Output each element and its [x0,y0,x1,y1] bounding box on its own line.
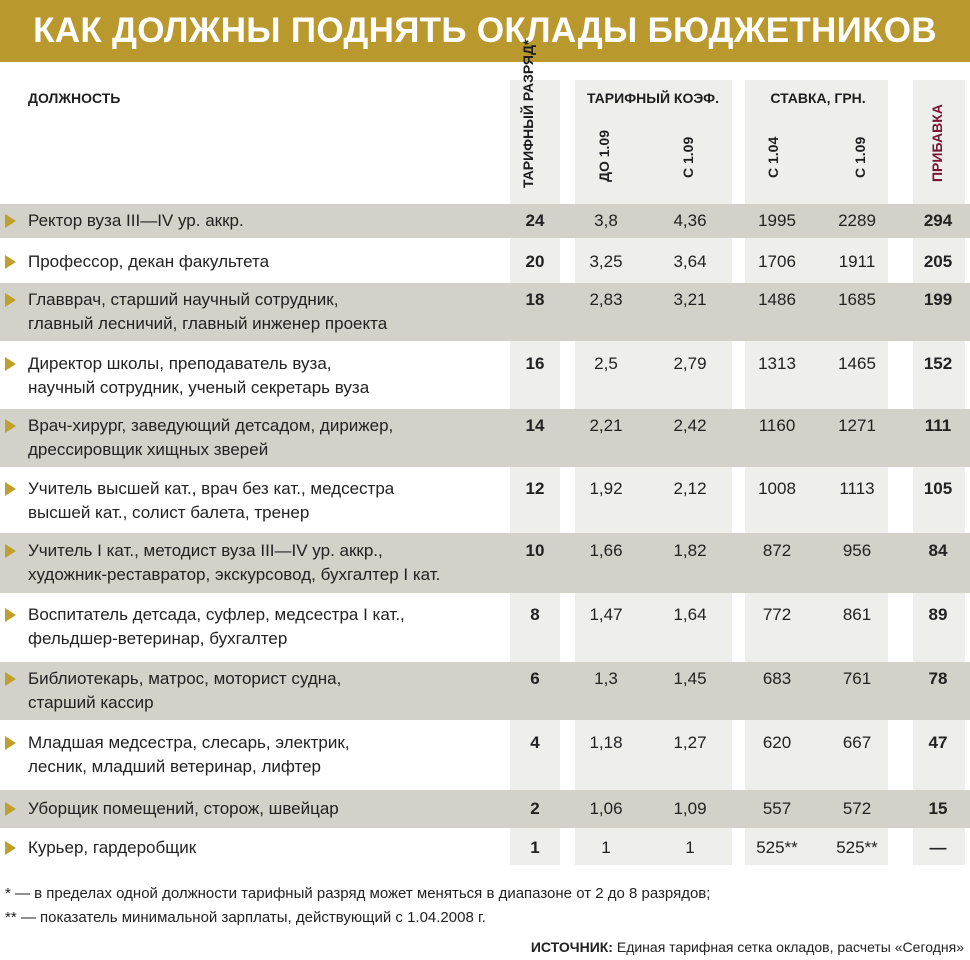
cell-pribavka: 15 [928,799,948,818]
header-stavka-s104: С 1.04 [765,136,781,178]
row-arrow-icon [5,255,16,269]
position-name-line1: Уборщик помещений, сторож, швейцар [28,799,339,818]
cell-razryad: 14 [525,416,545,435]
row-arrow-icon [5,214,16,228]
row-arrow-icon [5,544,16,558]
row-arrow-icon [5,357,16,371]
cell-koef-s: 1,27 [673,733,707,752]
header-koef: ТАРИФНЫЙ КОЭФ. [587,90,719,106]
row-arrow-icon [5,841,16,855]
cell-pribavka: 105 [923,479,953,498]
cell-koef-do: 3,25 [589,252,623,271]
cell-stavka-s104: 1486 [758,290,796,309]
cell-koef-s: 2,79 [673,354,707,373]
cell-pribavka: 199 [923,290,953,309]
cell-stavka-s109: 572 [842,799,872,818]
cell-stavka-s109: 667 [842,733,872,752]
cell-stavka-s104: 1995 [758,211,796,230]
cell-stavka-s104: 620 [762,733,792,752]
cell-razryad: 20 [525,252,545,271]
row-arrow-icon [5,419,16,433]
cell-razryad: 2 [530,799,540,818]
cell-pribavka: 111 [924,416,952,435]
cell-koef-s: 2,12 [673,479,707,498]
position-name-line2: художник-реставратор, экскурсовод, бухгалтер I кат. [28,565,441,584]
position-name-line2: главный лесничий, главный инженер проекта [28,314,388,333]
cell-pribavka: 89 [928,605,948,624]
header-koef-s: С 1.09 [680,136,696,178]
header-pribavka: ПРИБАВКА [929,104,945,182]
cell-koef-do: 1,92 [589,479,623,498]
cell-koef-s: 1,45 [673,669,707,688]
position-name-line1: Учитель I кат., методист вуза III—IV ур. аккр., [28,541,383,560]
cell-koef-s: 3,21 [673,290,707,309]
header-stavka-s109: С 1.09 [852,136,868,178]
cell-stavka-s104: 872 [762,541,792,560]
cell-stavka-s104: 557 [762,799,792,818]
cell-stavka-s109: 1113 [839,479,875,498]
cell-koef-do: 2,83 [589,290,623,309]
footnote-1: * — в пределах одной должности тарифный разряд может меняться в диапазоне от 2 до 8 разрядов; [5,885,711,902]
cell-koef-s: 1,64 [673,605,707,624]
position-name-line1: Главврач, старший научный сотрудник, [28,290,339,309]
cell-koef-do: 2,21 [589,416,623,435]
header-stavka: СТАВКА, ГРН. [770,90,866,106]
row-arrow-icon [5,736,16,750]
source-label: ИСТОЧНИК: [530,939,613,955]
cell-stavka-s109: 956 [842,541,872,560]
position-name-line1: Младшая медсестра, слесарь, электрик, [28,733,350,752]
row-arrow-icon [5,608,16,622]
header-koef-do: ДО 1.09 [596,129,612,182]
cell-stavka-s109: 861 [842,605,872,624]
cell-razryad: 10 [525,541,545,560]
cell-stavka-s104: 772 [762,605,792,624]
row-arrow-icon [5,802,16,816]
source-line [531,938,964,956]
cell-stavka-s104: 525** [756,838,798,857]
cell-koef-do: 2,5 [594,354,618,373]
position-name-line2: дрессировщик хищных зверей [28,440,269,459]
position-name-line1: Курьер, гардеробщик [28,838,197,857]
page-title: КАК ДОЛЖНЫ ПОДНЯТЬ ОКЛАДЫ БЮДЖЕТНИКОВ [33,11,937,50]
cell-pribavka: 152 [923,354,953,373]
cell-stavka-s109: 1271 [838,416,876,435]
position-name-line1: Директор школы, преподаватель вуза, [28,354,332,373]
cell-stavka-s109: 2289 [838,211,876,230]
cell-koef-s: 1 [685,838,695,857]
cell-stavka-s109: 761 [842,669,872,688]
position-name-line1: Воспитатель детсада, суфлер, медсестра I кат., [28,605,405,624]
cell-koef-s: 1,09 [673,799,707,818]
cell-razryad: 8 [530,605,540,624]
position-name-line1: Ректор вуза III—IV ур. аккр. [28,211,244,230]
cell-razryad: 1 [530,838,540,857]
row-arrow-icon [5,672,16,686]
position-name-line2: лесник, младший ветеринар, лифтер [28,757,321,776]
cell-koef-s: 2,42 [673,416,707,435]
position-name-line2: фельдшер-ветеринар, бухгалтер [28,629,288,648]
cell-koef-s: 1,82 [673,541,707,560]
row-arrow-icon [5,293,16,307]
position-name-line1: Учитель высшей кат., врач без кат., медсестра [28,479,395,498]
cell-pribavka: 78 [928,669,948,688]
cell-koef-do: 1,06 [589,799,623,818]
source-text: Единая тарифная сетка окладов, расчеты «Сегодня» [612,939,964,955]
cell-pribavka: 84 [928,541,948,560]
position-name-line1: Библиотекарь, матрос, моторист судна, [28,669,342,688]
cell-stavka-s104: 1160 [758,416,796,435]
cell-stavka-s109: 1911 [838,252,876,271]
cell-pribavka: 294 [923,211,953,230]
cell-stavka-s104: 1706 [758,252,796,271]
cell-razryad: 18 [525,290,545,309]
cell-stavka-s109: 1685 [838,290,876,309]
cell-stavka-s109: 1465 [838,354,876,373]
cell-razryad: 24 [525,211,545,230]
position-name-line2: старший кассир [28,693,154,712]
cell-koef-do: 1 [601,838,611,857]
header-dolzhnost: ДОЛЖНОСТЬ [28,90,121,106]
cell-pribavka: 205 [923,252,953,271]
cell-koef-do: 1,66 [589,541,623,560]
cell-razryad: 4 [530,733,540,752]
cell-stavka-s109: 525** [836,838,878,857]
cell-koef-do: 3,8 [594,211,618,230]
cell-koef-do: 1,18 [589,733,623,752]
cell-stavka-s104: 683 [762,669,792,688]
cell-koef-s: 3,64 [673,252,707,271]
cell-stavka-s104: 1008 [758,479,796,498]
cell-razryad: 12 [525,479,545,498]
cell-koef-do: 1,3 [594,669,618,688]
position-name-line1: Профессор, декан факультета [28,252,270,271]
cell-razryad: 6 [530,669,540,688]
position-name-line2: научный сотрудник, ученый секретарь вуза [28,378,370,397]
footnote-2: ** — показатель минимальной зарплаты, действующий с 1.04.2008 г. [5,909,486,926]
row-arrow-icon [5,482,16,496]
cell-koef-s: 4,36 [673,211,707,230]
cell-stavka-s104: 1313 [758,354,796,373]
position-name-line1: Врач-хирург, заведующий детсадом, дирижер, [28,416,394,435]
cell-pribavka: 47 [928,733,948,752]
cell-pribavka: — [929,838,947,857]
header-razryad: ТАРИФНЫЙ РАЗРЯД* [520,39,536,188]
position-name-line2: высшей кат., солист балета, тренер [28,503,310,522]
cell-koef-do: 1,47 [589,605,623,624]
cell-razryad: 16 [525,354,545,373]
